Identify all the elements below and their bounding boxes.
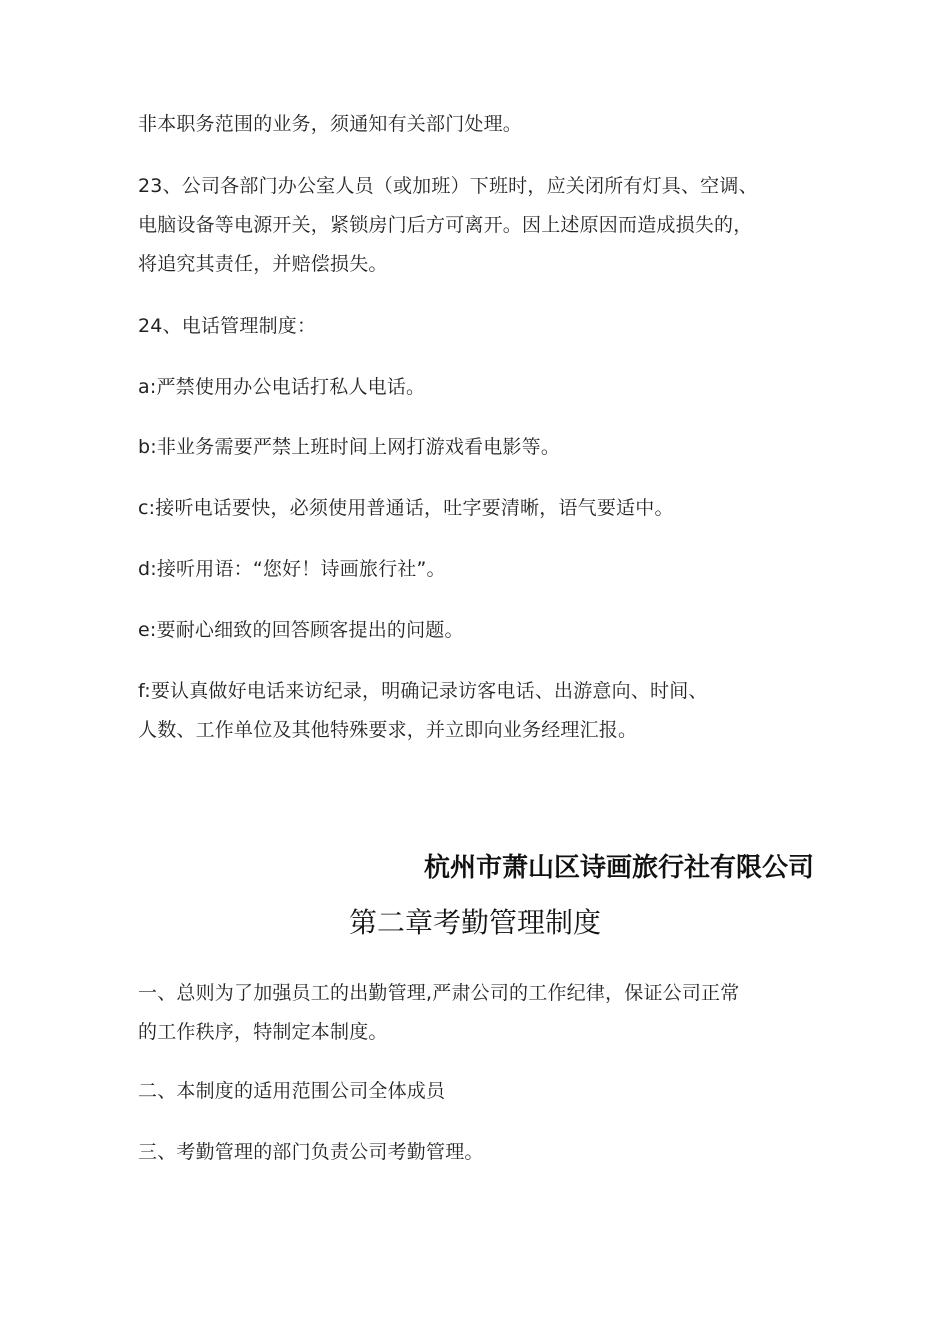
- item-23-line-3: 将追究其责任，并赔偿损失。: [138, 253, 388, 275]
- chapter-title: 第二章考勤管理制度: [348, 906, 601, 939]
- chapter-para-2: 二、本制度的适用范围公司全体成员: [138, 1080, 446, 1102]
- chapter-para-1-line-1: 一、总则为了加强员工的出勤管理,严肃公司的工作纪律，保证公司正常: [138, 982, 740, 1004]
- item-23-line-2: 电脑设备等电源开关，紧锁房门后方可离开。因上述原因而造成损失的，: [138, 214, 753, 236]
- paragraph-line: 非本职务范围的业务，须通知有关部门处理。: [138, 113, 523, 135]
- phone-rule-f-line-1: f:要认真做好电话来访纪录，明确记录访客电话、出游意向、时间、: [138, 680, 708, 702]
- item-23-line-1: 23、公司各部门办公室人员（或加班）下班时，应关闭所有灯具、空调、: [138, 175, 758, 197]
- chapter-para-1-line-2: 的工作秩序，特制定本制度。: [138, 1021, 388, 1043]
- phone-rule-c: c:接听电话要快，必须使用普通话，吐字要清晰，语气要适中。: [138, 497, 674, 519]
- chapter-para-3: 三、考勤管理的部门负责公司考勤管理。: [138, 1141, 484, 1163]
- item-24-heading: 24、电话管理制度：: [138, 315, 317, 337]
- phone-rule-d: d:接听用语：“您好！诗画旅行社”。: [138, 558, 446, 580]
- company-name-heading: 杭州市萧山区诗画旅行社有限公司: [423, 853, 814, 883]
- phone-rule-f-line-2: 人数、工作单位及其他特殊要求，并立即向业务经理汇报。: [138, 719, 638, 741]
- phone-rule-e: e:要耐心细致的回答顾客提出的问题。: [138, 619, 464, 641]
- phone-rule-b: b:非业务需要严禁上班时间上网打游戏看电影等。: [138, 436, 561, 458]
- phone-rule-a: a:严禁使用办公电话打私人电话。: [138, 376, 426, 398]
